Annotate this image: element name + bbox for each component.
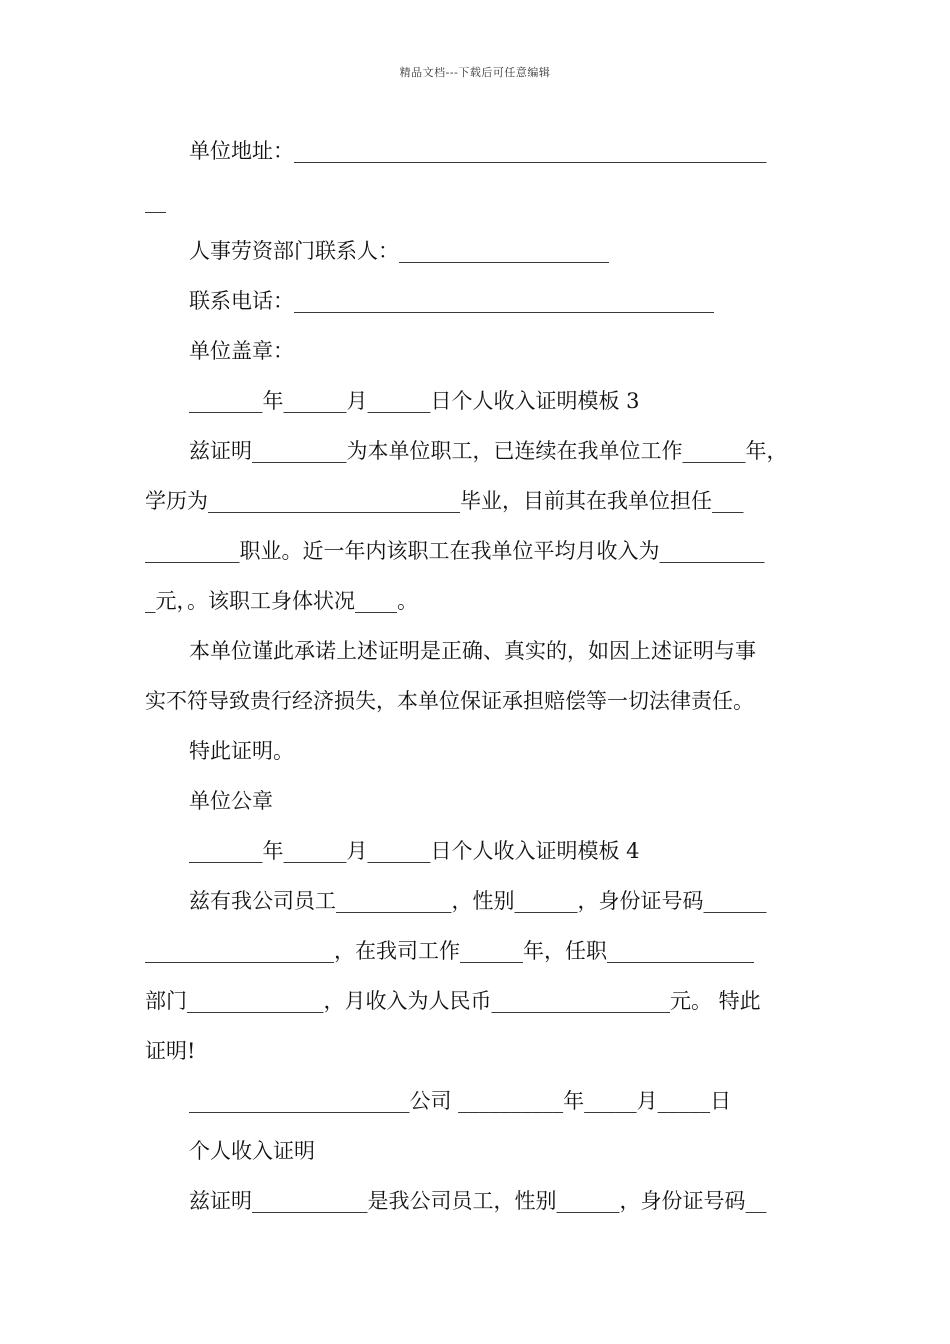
company-date-line: _____________________公司 __________年_____月_____日 [189, 1089, 732, 1113]
template-3-paragraph-line-2: 学历为________________________毕业，目前其在我单位担任___ [145, 489, 744, 513]
template-4-paragraph-line-1: 兹有我公司员工___________，性别______，身份证号码______ [189, 889, 767, 913]
promise-paragraph-line-2: 实不符导致贵行经济损失，本单位保证承担赔偿等一切法律责任。 [145, 689, 754, 713]
personal-income-certificate-title: 个人收入证明 [189, 1139, 315, 1163]
unit-address-continuation: __ [145, 189, 166, 213]
date-title-template-3: _______年______月______日个人收入证明模板 3 [189, 389, 640, 413]
personal-income-paragraph-line-1: 兹证明___________是我公司员工，性别______，身份证号码__ [189, 1189, 767, 1213]
unit-seal-line: 单位盖章： [189, 339, 294, 363]
promise-paragraph-line-1: 本单位谨此承诺上述证明是正确、真实的，如因上述证明与事 [189, 639, 756, 663]
unit-official-seal-line: 单位公章 [189, 789, 273, 813]
template-3-paragraph-line-4: _元，。该职工身体状况____。 [145, 589, 418, 613]
hr-contact-line: 人事劳资部门联系人：____________________ [189, 239, 609, 263]
phone-line: 联系电话：________________________________________ [189, 289, 714, 313]
template-4-paragraph-line-3: 部门_____________，月收入为人民币_________________元。 特此 [145, 989, 761, 1013]
page-header: 精品文档---下载后可任意编辑 [399, 66, 551, 79]
template-3-paragraph-line-3: _________职业。近一年内该职工在我单位平均月收入为__________ [145, 539, 765, 563]
certification-line: 特此证明。 [189, 739, 294, 763]
template-4-paragraph-line-2: __________________，在我司工作______年，任职______________ [145, 939, 754, 963]
unit-address-line: 单位地址：_____________________________________________ [189, 139, 767, 163]
template-3-paragraph-line-1: 兹证明_________为本单位职工，已连续在我单位工作______年， [189, 439, 788, 463]
date-title-template-4: _______年______月______日个人收入证明模板 4 [189, 839, 640, 863]
template-4-paragraph-line-4: 证明! [145, 1039, 196, 1063]
